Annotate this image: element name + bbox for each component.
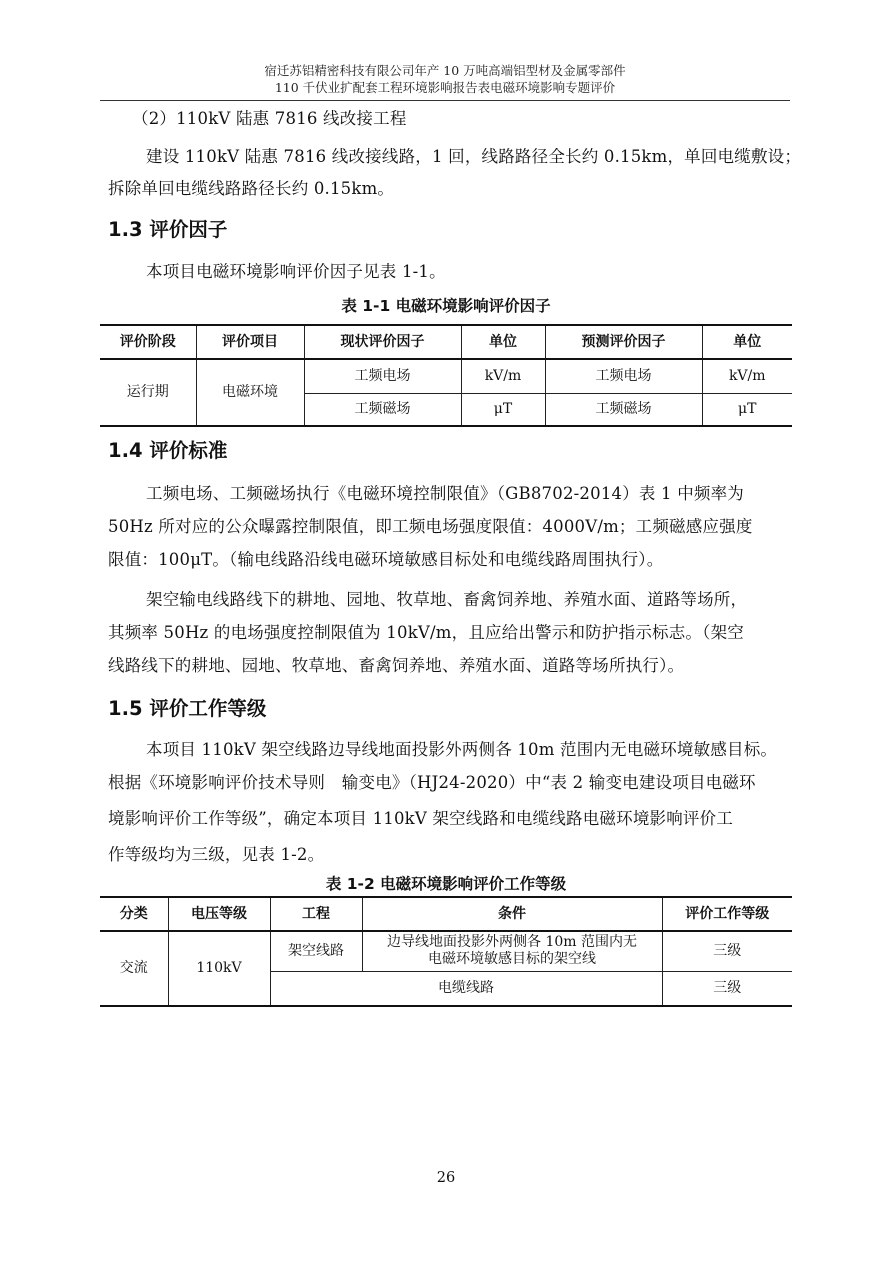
current-factor-cell: 工频磁场	[304, 393, 461, 426]
voltage-cell: 110kV	[168, 931, 270, 1006]
stage-cell: 运行期	[100, 359, 196, 426]
paragraph-line: 根据《环境影响评价技术导则 输变电》（HJ24-2020）中“表 2 输变电建设项目电磁环	[108, 773, 756, 792]
paragraph-line: 建设 110kV 陆惠 7816 线改接线路，1 回，线路路径全长约 0.15km，单回电缆敷设；	[146, 147, 802, 166]
column-header: 电压等级	[168, 897, 270, 931]
column-header: 现状评价因子	[304, 325, 461, 359]
paragraph-line: 工频电场、工频磁场执行《电磁环境控制限值》（GB8702-2014）表 1 中频率为	[146, 484, 745, 503]
paragraph-line: 架空输电线路线下的耕地、园地、牧草地、畜禽饲养地、养殖水面、道路等场所，	[146, 590, 748, 609]
table-1-1-caption: 表 1-1 电磁环境影响评价因子	[341, 297, 551, 315]
header-line-1: 宿迁苏铝精密科技有限公司年产 10 万吨高端铝型材及金属零部件	[264, 63, 626, 78]
condition-line-1: 边导线地面投影外两侧各 10m 范围内无	[387, 934, 637, 951]
level-cell: 三级	[662, 971, 792, 1006]
predict-factor-cell: 工频电场	[545, 359, 702, 393]
paragraph-line: 50Hz 所对应的公众曝露控制限值，即工频电场强度限值：4000V/m；工频磁感应强度	[108, 517, 753, 536]
section-heading-1-5: 1.5 评价工作等级	[108, 697, 267, 720]
table-row	[100, 359, 792, 393]
column-header: 评价项目	[196, 325, 304, 359]
column-header: 分类	[100, 897, 168, 931]
section-heading-1-4: 1.4 评价标准	[108, 439, 228, 462]
item-cell: 电磁环境	[196, 359, 304, 426]
header-rule	[100, 100, 790, 101]
paragraph-line: 本项目 110kV 架空线路边导线地面投影外两侧各 10m 范围内无电磁环境敏感目标。	[146, 740, 778, 759]
category-cell: 交流	[100, 931, 168, 1006]
level-cell: 三级	[662, 931, 792, 971]
paragraph-line: 本项目电磁环境影响评价因子见表 1-1。	[146, 262, 446, 281]
unit-cell: μT	[702, 393, 792, 426]
table-1-2	[100, 896, 792, 1007]
subsection-title-2: （2）110kV 陆惠 7816 线改接工程	[132, 109, 407, 128]
column-header: 条件	[362, 897, 662, 931]
running-header	[100, 62, 790, 96]
table-1-2-caption: 表 1-2 电磁环境影响评价工作等级	[325, 875, 567, 893]
current-factor-cell: 工频电场	[304, 359, 461, 393]
condition-cell	[362, 931, 662, 971]
header-line-2: 110 千伏业扩配套工程环境影响报告表电磁环境影响专题评价	[274, 80, 616, 95]
unit-cell: kV/m	[702, 359, 792, 393]
column-header: 单位	[461, 325, 545, 359]
table-1-1	[100, 324, 792, 427]
paragraph-line: 拆除单回电缆线路路径长约 0.15km。	[108, 179, 395, 198]
column-header: 评价工作等级	[662, 897, 792, 931]
condition-line-2: 电磁环境敏感目标的架空线	[428, 951, 596, 968]
project-cell: 电缆线路	[270, 971, 662, 1006]
paragraph-line: 作等级均为三级，见表 1-2。	[108, 845, 325, 864]
unit-cell: μT	[461, 393, 545, 426]
unit-cell: kV/m	[461, 359, 545, 393]
page-number: 26	[436, 1170, 456, 1186]
column-header: 工程	[270, 897, 362, 931]
column-header: 评价阶段	[100, 325, 196, 359]
paragraph-line: 限值：100μT。（输电线路沿线电磁环境敏感目标处和电缆线路周围执行）。	[108, 550, 664, 569]
column-header: 单位	[702, 325, 792, 359]
section-heading-1-3: 1.3 评价因子	[108, 218, 228, 241]
predict-factor-cell: 工频磁场	[545, 393, 702, 426]
paragraph-line: 其频率 50Hz 的电场强度控制限值为 10kV/m，且应给出警示和防护指示标志。（架空	[108, 623, 744, 642]
paragraph-line: 境影响评价工作等级”，确定本项目 110kV 架空线路和电缆线路电磁环境影响评价工	[108, 809, 734, 828]
column-header: 预测评价因子	[545, 325, 702, 359]
paragraph-line: 线路线下的耕地、园地、牧草地、畜禽饲养地、养殖水面、道路等场所执行）。	[108, 656, 685, 675]
project-cell: 架空线路	[270, 931, 362, 971]
table-row	[100, 931, 792, 971]
